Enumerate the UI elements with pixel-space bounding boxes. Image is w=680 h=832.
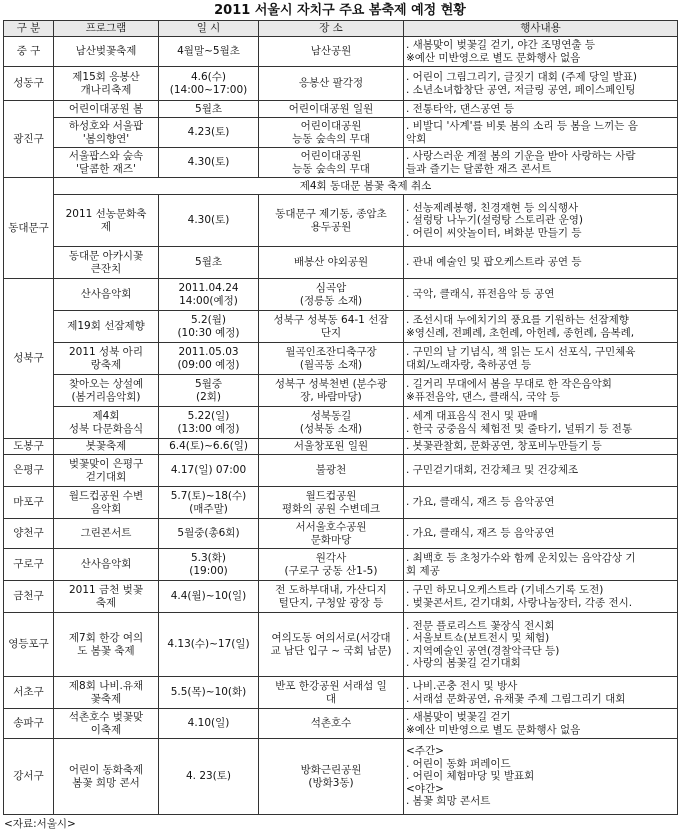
district-cell: 금천구 <box>4 581 54 613</box>
content-cell-line: . 관내 예술인 및 팝오케스트라 공연 등 <box>406 256 582 269</box>
table-body <box>4 37 678 815</box>
district-cell: 도봉구 <box>4 439 54 455</box>
place-cell-line: (성북동 소재) <box>299 422 363 435</box>
content-cell-line: ※예산 미반영으로 별도 문화행사 없음 <box>406 723 581 736</box>
date-cell-line: 2011.05.03 <box>178 346 239 358</box>
content-cell-line: . 사랑의 봄꽃길 걷기대회 <box>406 657 521 669</box>
district-cell: 중 구 <box>4 37 54 67</box>
place-cell-line: 방화근린공원 <box>300 764 362 776</box>
program-cell <box>54 487 159 519</box>
place-cell <box>259 67 404 101</box>
table-header-row <box>4 21 678 37</box>
program-cell-line: 산사음악회 <box>80 558 132 571</box>
content-cell-line: . 가요, 클래식, 재즈 등 음악공연 <box>406 496 555 509</box>
content-cell <box>404 739 678 815</box>
program-cell <box>54 455 159 487</box>
place-cell <box>259 375 404 407</box>
program-cell <box>54 739 159 815</box>
content-cell <box>404 581 678 613</box>
place-cell <box>259 549 404 581</box>
program-cell-line: 서울팝스와 숲속 <box>68 150 144 162</box>
source-note: <자료:서울시> <box>4 818 76 830</box>
content-cell <box>404 709 678 739</box>
program-cell <box>54 581 159 613</box>
table-row <box>4 101 678 118</box>
place-cell <box>259 195 404 247</box>
content-cell <box>404 148 678 178</box>
table-row <box>4 549 678 581</box>
place-cell <box>259 148 404 178</box>
place-cell-line: 월드컵공원 <box>305 490 357 502</box>
place-cell-line: 성북구 성북천변 (분수광 <box>274 378 388 390</box>
place-cell-line: 월곡인조잔디축구장 <box>285 346 377 358</box>
content-cell-line: ※퓨전음악, 댄스, 클래식, 국악 등 <box>406 390 560 403</box>
table-row <box>4 37 678 67</box>
program-cell <box>54 407 159 439</box>
date-cell <box>159 311 259 343</box>
date-cell <box>159 101 259 118</box>
content-cell <box>404 455 678 487</box>
program-cell-line: 꽃축제 <box>90 692 122 705</box>
table-row <box>4 178 678 195</box>
district-cell: 성북구 <box>4 279 54 439</box>
table-row <box>4 195 678 247</box>
date-cell-line: 5월초 <box>195 256 222 269</box>
date-cell-line: 5.7(토)~18(수) <box>170 490 247 502</box>
table-row <box>4 709 678 739</box>
program-cell <box>54 311 159 343</box>
place-cell <box>259 709 404 739</box>
program-cell-line: 개나리축제 <box>80 83 132 96</box>
date-cell <box>159 118 259 148</box>
content-cell-line: . 전통타악, 댄스공연 등 <box>406 102 514 115</box>
place-cell-line: 심곡암 <box>315 282 347 294</box>
content-cell-line: . 어린이 씨앗놀이터, 벼화분 만들기 등 <box>406 226 582 239</box>
content-cell <box>404 343 678 375</box>
place-cell <box>259 581 404 613</box>
program-cell-line: 2011 성북 아리 <box>69 346 143 358</box>
district-cell: 서초구 <box>4 677 54 709</box>
program-cell-line: 그린콘서트 <box>80 527 132 540</box>
date-cell-line: (14:00~17:00) <box>169 83 248 96</box>
date-cell <box>159 247 259 279</box>
program-cell-line: 찾아오는 상설예 <box>68 378 144 390</box>
place-cell-line: 응봉산 팔각정 <box>298 77 364 90</box>
program-cell <box>54 343 159 375</box>
district-cell: 영등포구 <box>4 613 54 677</box>
content-cell-line: . 소년소녀합창단 공연, 저글링 공연, 페이스페인팅 <box>406 83 636 96</box>
program-cell-line: 석촌호수 벚꽃맞 <box>68 711 144 723</box>
content-cell-line: . 설렁탕 나누기(설렁탕 스토리관 운영) <box>406 214 584 227</box>
place-cell <box>259 37 404 67</box>
table-row <box>4 739 678 815</box>
place-cell <box>259 279 404 311</box>
content-cell-line: 들과 즐기는 달콤한 재즈 콘서트 <box>406 162 552 175</box>
content-cell <box>404 279 678 311</box>
date-cell-line: 5.2(월) <box>190 314 227 326</box>
content-cell-line: . 구민의 날 기념식, 책 읽는 도시 선포식, 구민체육 <box>406 346 636 358</box>
district-cell: 동대문구 <box>4 178 54 279</box>
place-cell <box>259 118 404 148</box>
place-cell-line: 석촌호수 <box>310 717 352 730</box>
table-row <box>4 407 678 439</box>
date-cell <box>159 455 259 487</box>
header-date: 일 시 <box>159 21 259 37</box>
content-cell <box>404 101 678 118</box>
program-cell <box>54 549 159 581</box>
content-cell-line: . 구민 하모니오케스트라 (기네스기록 도전) <box>406 584 604 596</box>
place-cell-line: 성북구 성북동 64-1 선잠 <box>273 314 389 326</box>
program-cell-line: 동대문 아카시꽃 <box>68 250 144 262</box>
place-cell-line: 여의도동 여의서로(서강대 <box>271 632 391 644</box>
content-cell-line: 대회/노래자랑, 축하공연 등 <box>406 358 532 371</box>
content-cell-line: . 어린이 체험마당 및 발표회 <box>406 770 535 783</box>
content-cell-line: . 비발디 '사계'를 비롯 봄의 소리 등 봄을 느끼는 음 <box>406 120 638 132</box>
program-cell-line: '달콤한 재즈' <box>76 162 136 175</box>
district-cell: 강서구 <box>4 739 54 815</box>
program-cell-line: 봇꽃축제 <box>85 440 127 453</box>
program-cell-line: 제4회 <box>92 410 120 422</box>
program-cell-line: 월드컵공원 수변 <box>68 490 144 502</box>
content-cell-line: 회 제공 <box>406 564 440 577</box>
place-cell-line: 배봉산 야외공원 <box>293 256 369 269</box>
place-cell-line: 능동 숲속의 무대 <box>292 162 370 175</box>
date-cell <box>159 439 259 455</box>
program-cell <box>54 677 159 709</box>
place-cell-line: 서서울호수공원 <box>295 521 367 533</box>
content-cell-line: . 전문 플로리스트 꽃장식 전시회 <box>406 619 555 632</box>
content-cell-line: . 가요, 클래식, 재즈 등 음악공연 <box>406 527 555 540</box>
date-cell <box>159 487 259 519</box>
content-cell-line: <야간> <box>406 782 444 795</box>
date-cell-line: (13:00 예정) <box>177 422 240 435</box>
district-cell: 마포구 <box>4 487 54 519</box>
table-row <box>4 519 678 549</box>
date-cell <box>159 709 259 739</box>
date-cell-line: (10:30 예정) <box>177 326 240 339</box>
program-cell-line: (봄거리음악회) <box>71 390 141 403</box>
date-cell <box>159 148 259 178</box>
date-cell <box>159 37 259 67</box>
program-cell-line: 하성호와 서울팝 <box>68 120 144 132</box>
content-cell <box>404 407 678 439</box>
content-cell-line: . 새봄맞이 벚꽃길 걷기 <box>406 711 511 723</box>
table-row <box>4 455 678 487</box>
place-cell-line: 문화마당 <box>310 533 352 546</box>
content-cell-line: . 사랑스러운 계절 봄의 기운을 받아 사랑하는 사람 <box>406 150 636 162</box>
content-cell-line: . 최백호 등 초청가수와 함께 운치있는 음악감상 기 <box>406 552 636 564</box>
place-cell <box>259 677 404 709</box>
place-cell-line: (정릉동 소재) <box>299 294 363 307</box>
program-cell <box>54 519 159 549</box>
program-cell-line: 2011 선농문화축 <box>65 208 147 220</box>
date-cell-line: 4.10(일) <box>187 717 230 730</box>
content-cell-line: 악회 <box>406 132 427 145</box>
content-cell-line: . 봇꽃관찰회, 문화공연, 창포비누만들기 등 <box>406 440 602 453</box>
program-cell <box>54 118 159 148</box>
place-cell-line: 어린이대공원 <box>300 150 362 162</box>
date-cell-line: 5월중(총6회) <box>177 527 240 540</box>
date-cell-line: 4.23(토) <box>187 126 230 139</box>
place-cell-line: 평화의 공원 수변데크 <box>282 502 380 515</box>
date-cell <box>159 279 259 311</box>
cancellation-notice: 제4회 동대문 봄꽃 축제 취소 <box>54 178 678 195</box>
place-cell-line: 불광천 <box>315 464 347 477</box>
place-cell <box>259 739 404 815</box>
date-cell-line: 4.30(토) <box>187 156 230 169</box>
table-row <box>4 375 678 407</box>
place-cell-line: 서울창포원 일원 <box>293 440 369 453</box>
table-row <box>4 311 678 343</box>
program-cell-line: 이축제 <box>90 723 122 736</box>
program-cell <box>54 101 159 118</box>
table-row <box>4 487 678 519</box>
program-cell-line: 봄꽃 희망 콘서 <box>72 776 140 789</box>
content-cell-line: . 서울보트쇼(보트전시 및 체험) <box>406 632 550 644</box>
program-cell-line: 제15회 응봉산 <box>72 71 140 83</box>
date-cell-line: 14:00(예정) <box>179 294 238 307</box>
place-cell <box>259 613 404 677</box>
program-cell-line: 큰잔치 <box>90 262 122 275</box>
district-cell: 구로구 <box>4 549 54 581</box>
content-cell-line: <주간> <box>406 745 444 758</box>
date-cell-line: 4. 23(토) <box>185 770 232 783</box>
place-cell-line: 동대문구 제기동, 종암초 <box>275 208 387 220</box>
date-cell-line: 5월초 <box>195 102 222 115</box>
content-cell <box>404 247 678 279</box>
date-cell <box>159 739 259 815</box>
program-cell-line: 제 <box>100 220 112 233</box>
program-cell <box>54 279 159 311</box>
program-cell <box>54 247 159 279</box>
program-cell-line: 2011 금천 벚꽃 <box>69 584 143 596</box>
place-cell-line: (월곡동 소재) <box>299 358 363 371</box>
date-cell-line: 5월중 <box>195 378 222 390</box>
content-cell-line: ※예산 미반영으로 별도 문화행사 없음 <box>406 51 581 64</box>
program-cell-line: 남산벚꽃축제 <box>75 45 137 58</box>
place-cell-line: 교 남단 입구 ~ 국회 남문) <box>270 644 392 657</box>
header-place: 장 소 <box>259 21 404 37</box>
content-cell-line: . 봄꽃 희망 콘서트 <box>406 795 491 808</box>
content-cell-line: . 선농제례봉행, 친경재현 등 의식행사 <box>406 201 579 214</box>
table-row <box>4 148 678 178</box>
place-cell <box>259 343 404 375</box>
place-cell <box>259 311 404 343</box>
table-row <box>4 677 678 709</box>
date-cell-line: 5.3(화) <box>190 552 227 564</box>
place-cell-line: 전 도하부대내, 가산디지 <box>275 584 387 596</box>
header-district: 구 분 <box>4 21 54 37</box>
place-cell <box>259 455 404 487</box>
place-cell <box>259 487 404 519</box>
date-cell-line: (09:00 예정) <box>177 358 240 371</box>
place-cell-line: 남산공원 <box>310 45 352 58</box>
content-cell <box>404 549 678 581</box>
program-cell-line: 산사음악회 <box>80 288 132 301</box>
district-cell: 양천구 <box>4 519 54 549</box>
table-row <box>4 439 678 455</box>
content-cell <box>404 37 678 67</box>
place-cell-line: 어린이대공원 일원 <box>288 102 374 115</box>
program-cell-line: 축제 <box>95 596 117 609</box>
date-cell <box>159 195 259 247</box>
place-cell <box>259 407 404 439</box>
content-cell-line: . 지역예술인 공연(경찰악극단 등) <box>406 644 560 657</box>
program-cell <box>54 148 159 178</box>
place-cell <box>259 101 404 118</box>
program-cell-line: 도 봄꽃 축제 <box>77 644 135 657</box>
date-cell-line: 4.6(수) <box>190 71 227 83</box>
content-cell-line: . 나비.곤충 전시 및 방사 <box>406 680 518 692</box>
content-cell <box>404 375 678 407</box>
date-cell-line: 6.4(토)~6.6(일) <box>169 440 248 453</box>
date-cell <box>159 613 259 677</box>
district-cell: 성동구 <box>4 67 54 101</box>
place-cell <box>259 439 404 455</box>
date-cell-line: (2회) <box>195 390 222 403</box>
date-cell-line: 4.4(월)~10(일) <box>170 590 247 603</box>
content-cell-line: . 벚꽃콘서트, 걷기대회, 사랑나눔장터, 각종 전시. <box>406 596 633 609</box>
place-cell-line: 원각사 <box>315 552 347 564</box>
program-cell-line: '봄의향연' <box>82 132 130 145</box>
content-cell <box>404 613 678 677</box>
program-cell <box>54 37 159 67</box>
table-row <box>4 613 678 677</box>
date-cell <box>159 519 259 549</box>
content-cell-line: . 서래섬 문화공연, 유채꽃 주제 그림그리기 대회 <box>406 692 626 705</box>
place-cell-line: 털단지, 구청앞 광장 등 <box>278 596 384 609</box>
content-cell-line: . 세계 대표음식 전시 및 판매 <box>406 410 538 422</box>
district-cell: 은평구 <box>4 455 54 487</box>
content-cell <box>404 439 678 455</box>
table-row <box>4 581 678 613</box>
content-cell-line: . 어린이 그림그리기, 글짓기 대회 (주제 당일 발표) <box>406 71 637 83</box>
program-cell-line: 벚꽃맞이 은평구 <box>68 458 144 470</box>
page-title: 2011 서울시 자치구 주요 봄축제 예정 현황 <box>214 3 466 18</box>
date-cell <box>159 375 259 407</box>
program-cell <box>54 375 159 407</box>
date-cell-line: 5.22(일) <box>187 410 230 422</box>
place-cell-line: (방화3동) <box>308 776 354 789</box>
program-cell-line: 음악회 <box>90 502 122 515</box>
place-cell-line: (구로구 궁동 산1-5) <box>284 564 378 577</box>
content-cell-line: . 조선시대 누에치기의 풍요를 기원하는 선잠제향 <box>406 314 629 326</box>
content-cell <box>404 677 678 709</box>
date-cell-line: 5.5(목)~10(화) <box>170 686 247 699</box>
date-cell-line: 4.13(수)~17(일) <box>167 638 250 651</box>
date-cell <box>159 407 259 439</box>
content-cell <box>404 487 678 519</box>
program-cell <box>54 613 159 677</box>
place-cell <box>259 247 404 279</box>
content-cell-line: ※영신례, 전폐례, 초헌례, 아헌례, 종헌례, 음복례, <box>406 326 635 339</box>
date-cell-line: (매주말) <box>189 502 228 515</box>
program-cell-line: 제19회 선잠제향 <box>67 320 145 333</box>
date-cell-line: 2011.04.24 <box>178 282 239 294</box>
district-cell: 광진구 <box>4 101 54 178</box>
content-cell <box>404 519 678 549</box>
place-cell-line: 능동 숲속의 무대 <box>292 132 370 145</box>
date-cell <box>159 677 259 709</box>
content-cell-line: . 구민걷기대회, 건강체크 및 건강체조 <box>406 464 579 477</box>
content-cell <box>404 195 678 247</box>
program-cell <box>54 67 159 101</box>
date-cell-line: 4.17(일) 07:00 <box>170 464 247 477</box>
festival-table <box>3 20 678 815</box>
table-row <box>4 279 678 311</box>
header-program: 프로그램 <box>54 21 159 37</box>
content-cell-line: . 어린이 동화 퍼레이드 <box>406 757 511 770</box>
district-cell: 송파구 <box>4 709 54 739</box>
place-cell-line: 성북동길 <box>310 410 352 422</box>
place-cell-line: 단지 <box>320 326 342 339</box>
date-cell <box>159 67 259 101</box>
table-row <box>4 67 678 101</box>
program-cell <box>54 439 159 455</box>
program-cell-line: 성북 다문화음식 <box>68 422 144 435</box>
place-cell-line: 어린이대공원 <box>300 120 362 132</box>
program-cell <box>54 195 159 247</box>
program-cell-line: 걷기대회 <box>85 470 127 483</box>
place-cell <box>259 519 404 549</box>
table-row <box>4 247 678 279</box>
table-row <box>4 118 678 148</box>
program-cell-line: 어린이 동화축제 <box>68 764 144 776</box>
program-cell-line: 랑축제 <box>90 358 122 371</box>
program-cell <box>54 709 159 739</box>
content-cell <box>404 118 678 148</box>
date-cell-line: 4.30(토) <box>187 214 230 227</box>
date-cell-line: (19:00) <box>189 564 228 577</box>
header-content: 행사내용 <box>404 21 678 37</box>
place-cell-line: 대 <box>325 692 337 705</box>
table-row <box>4 343 678 375</box>
content-cell <box>404 67 678 101</box>
date-cell-line: 4월말~5월초 <box>177 45 240 58</box>
content-cell-line: . 새봄맞이 벚꽃길 걷기, 야간 조명연출 등 <box>406 39 595 51</box>
content-cell <box>404 311 678 343</box>
date-cell <box>159 549 259 581</box>
place-cell-line: 용두공원 <box>310 220 352 233</box>
program-cell-line: 제8회 나비.유채 <box>68 680 144 692</box>
date-cell <box>159 581 259 613</box>
place-cell-line: 장, 바람마당) <box>300 390 362 403</box>
place-cell-line: 반포 한강공원 서래섬 일 <box>275 680 387 692</box>
content-cell-line: . 국악, 클래식, 퓨전음악 등 공연 <box>406 288 555 301</box>
content-cell-line: . 길거리 무대에서 봄을 무대로 한 작은음악회 <box>406 378 612 390</box>
date-cell <box>159 343 259 375</box>
program-cell-line: 어린이대공원 봄 <box>68 102 144 115</box>
content-cell-line: . 한국 궁중음식 체험전 및 줄타기, 널뛰기 등 전통 <box>406 422 633 435</box>
program-cell-line: 제7회 한강 여의 <box>68 632 144 644</box>
